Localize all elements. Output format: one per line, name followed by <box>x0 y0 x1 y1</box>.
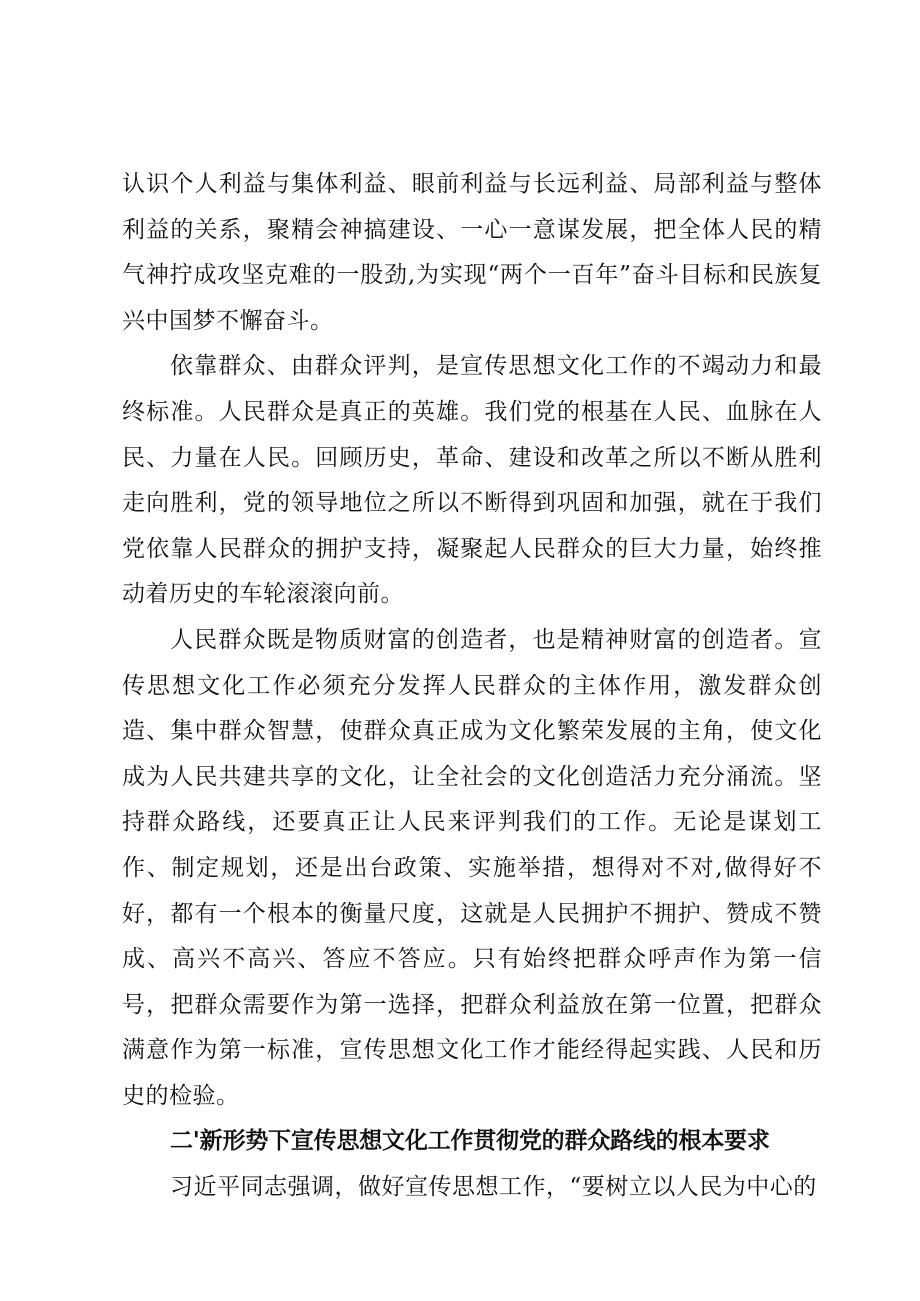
paragraph-continuation: 认识个人利益与集体利益、眼前利益与长远利益、局部利益与整体利益的关系，聚精会神搞建设、一心一意谋发展，把全体人民的精气神拧成攻坚克难的一股劲,为实现“两个一百年”奋斗目标和民族复兴中国梦不懈奋斗。 <box>122 171 822 334</box>
paragraph-rely-on-masses: 依靠群众、由群众评判，是宣传思想文化工作的不竭动力和最终标准。人民群众是真正的英雄。我们党的根基在人民、血脉在人民、力量在人民。回顾历史，革命、建设和改革之所以不断从胜利走向胜利，党的领导地位之所以不断得到巩固和加强，就在于我们党依靠人民群众的拥护支持，凝聚起人民群众的巨大力量，始终推动着历史的车轮滚滚向前。 <box>122 353 822 608</box>
section-heading: 二'新形势下宣传思想文化工作贯彻党的群众路线的根本要求 <box>170 1128 770 1155</box>
paragraph-people-creators: 人民群众既是物质财富的创造者，也是精神财富的创造者。宣传思想文化工作必须充分发挥人民群众的主体作用，激发群众创造、集中群众智慧，使群众真正成为文化繁荣发展的主角，使文化成为人民共建共享的文化，让全社会的文化创造活力充分涌流。坚持群众路线，还要真正让人民来评判我们的工作。无论是谋划工作、制定规划，还是出台政策、实施举措，想得对不对,做得好不好，都有一个根本的衡量尺度，这就是人民拥护不拥护、赞成不赞成、高兴不高兴、答应不答应。只有始终把群众呼声作为第一信号，把群众需要作为第一选择，把群众利益放在第一位置，把群众满意作为第一标准，宣传思想文化工作才能经得起实践、人民和历史的检验。 <box>122 626 822 1109</box>
document-body <box>122 162 822 1211</box>
paragraph-xi-emphasis: 习近平同志强调，做好宣传思想工作，“要树立以人民为中心的 <box>170 1174 817 1201</box>
